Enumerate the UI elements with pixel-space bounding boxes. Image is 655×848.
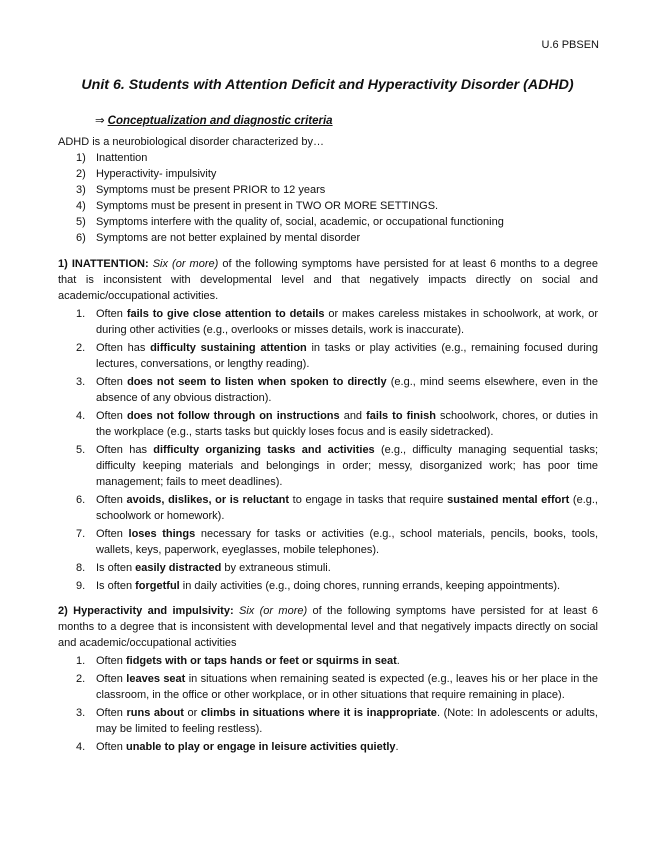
arrow-icon: ⇒ [95,115,105,127]
subheading-text: Conceptualization and diagnostic criteria [107,115,333,127]
intro-lead: ADHD is a neurobiological disorder characterized by… [58,136,324,148]
hyperactivity-label: 2) Hyperactivity and impulsivity: [58,605,234,617]
item-text: Inattention [96,152,148,164]
hyperactivity-section [58,603,598,755]
symptom-item: 3. Often does not seem to listen when spoken to directly (e.g., mind seems elsewhere, even in the absence of any obvious distraction). [76,376,598,404]
symptom-item: 1. Often fidgets with or taps hands or feet or squirms in seat. [76,655,400,667]
item-text: Symptoms interfere with the quality of, social, academic, or occupational functioning [96,216,504,228]
section-subheading [95,113,333,127]
list-item [58,214,598,230]
item-text: Symptoms must be present PRIOR to 12 years [96,184,326,196]
inattention-intro [58,256,598,304]
list-item [58,166,598,182]
hyperactivity-qualifier: Six (or more) [238,605,308,617]
intro-list [58,150,598,246]
item-number: 2. [76,673,86,685]
item-number: 2) [76,168,86,180]
item-number: 8. [76,562,86,574]
symptom-item: 5. Often has difficulty organizing tasks and activities (e.g., difficulty managing sequential tasks; difficulty keeping materials and belongings in order; messy, disorganized work; has poor time management; fails to meet deadlines). [76,444,599,488]
symptom-item: 1. Often fails to give close attention to details or makes careless mistakes in schoolwork, at work, or during other activities (e.g., overlooks or misses details, work is inaccurate). [76,308,598,336]
hyperactivity-rest: of the following symptoms have persisted for at least 6 months to a degree that is inconsistent with developmental level and that negatively impacts directly on social and academic/occupational activities [58,605,598,649]
hyperactivity-list [58,653,598,755]
item-number: 6. [76,494,86,506]
item-text: Hyperactivity- impulsivity [96,168,217,180]
item-number: 5. [76,444,86,456]
symptom-item: 4. Often unable to play or engage in leisure activities quietly. [76,741,399,753]
inattention-label: 1) INATTENTION: [58,258,149,270]
symptom-item: 4. Often does not follow through on instructions and fails to finish schoolwork, chores, or duties in the workplace (e.g., starts tasks but quickly loses focus and is easily sidetracked). [76,410,598,438]
symptom-item: 2. Often has difficulty sustaining attention in tasks or play activities (e.g., remaining focused during lectures, conversations, or lengthy reading). [76,342,598,370]
symptom-item: 2. Often leaves seat in situations when remaining seated is expected (e.g., leaves his or her place in the classroom, in the office or other workplace, or in other situations that require remaining in place). [76,673,599,701]
item-text: Symptoms are not better explained by mental disorder [96,232,361,244]
intro-section [58,134,598,246]
page-title: Unit 6. Students with Attention Deficit and Hyperactivity Disorder (ADHD) [81,77,574,93]
item-number: 4) [76,200,86,212]
inattention-qualifier: Six (or more) [152,258,219,270]
inattention-rest: of the following symptoms have persisted for at least 6 months to a degree that is inconsistent with developmental level and that negatively impacts directly on social and academic/occupational activities. [58,258,598,302]
symptom-item: 7. Often loses things necessary for tasks or activities (e.g., school materials, pencils, books, tools, wallets, keys, paperwork, eyeglasses, mobile telephones). [76,528,599,556]
item-number: 4. [76,741,86,753]
list-item [58,198,598,214]
item-number: 4. [76,410,86,422]
list-item [58,150,598,166]
page-header-code: U.6 PBSEN [541,39,599,51]
item-number: 3. [76,707,86,719]
symptom-item: 9. Is often forgetful in daily activities (e.g., doing chores, running errands, keeping appointments). [76,580,561,592]
item-number: 1. [76,655,86,667]
item-number: 9. [76,580,86,592]
symptom-item: 8. Is often easily distracted by extraneous stimuli. [76,562,331,574]
inattention-section [58,256,598,594]
item-number: 1) [76,152,86,164]
list-item [58,182,598,198]
symptom-item: 6. Often avoids, dislikes, or is reluctant to engage in tasks that require sustained mental effort (e.g., schoolwork or homework). [76,494,598,522]
item-number: 2. [76,342,86,354]
item-number: 1. [76,308,86,320]
item-number: 6) [76,232,86,244]
item-text: Symptoms must be present in present in TWO OR MORE SETTINGS. [96,200,439,212]
item-number: 7. [76,528,86,540]
hyperactivity-intro [58,603,598,651]
item-number: 5) [76,216,86,228]
symptom-item: 3. Often runs about or climbs in situations where it is inappropriate. (Note: In adolescents or adults, may be limited to feeling restless). [76,707,598,735]
item-number: 3) [76,184,86,196]
item-number: 3. [76,376,86,388]
inattention-list [58,306,598,594]
list-item [58,230,598,246]
